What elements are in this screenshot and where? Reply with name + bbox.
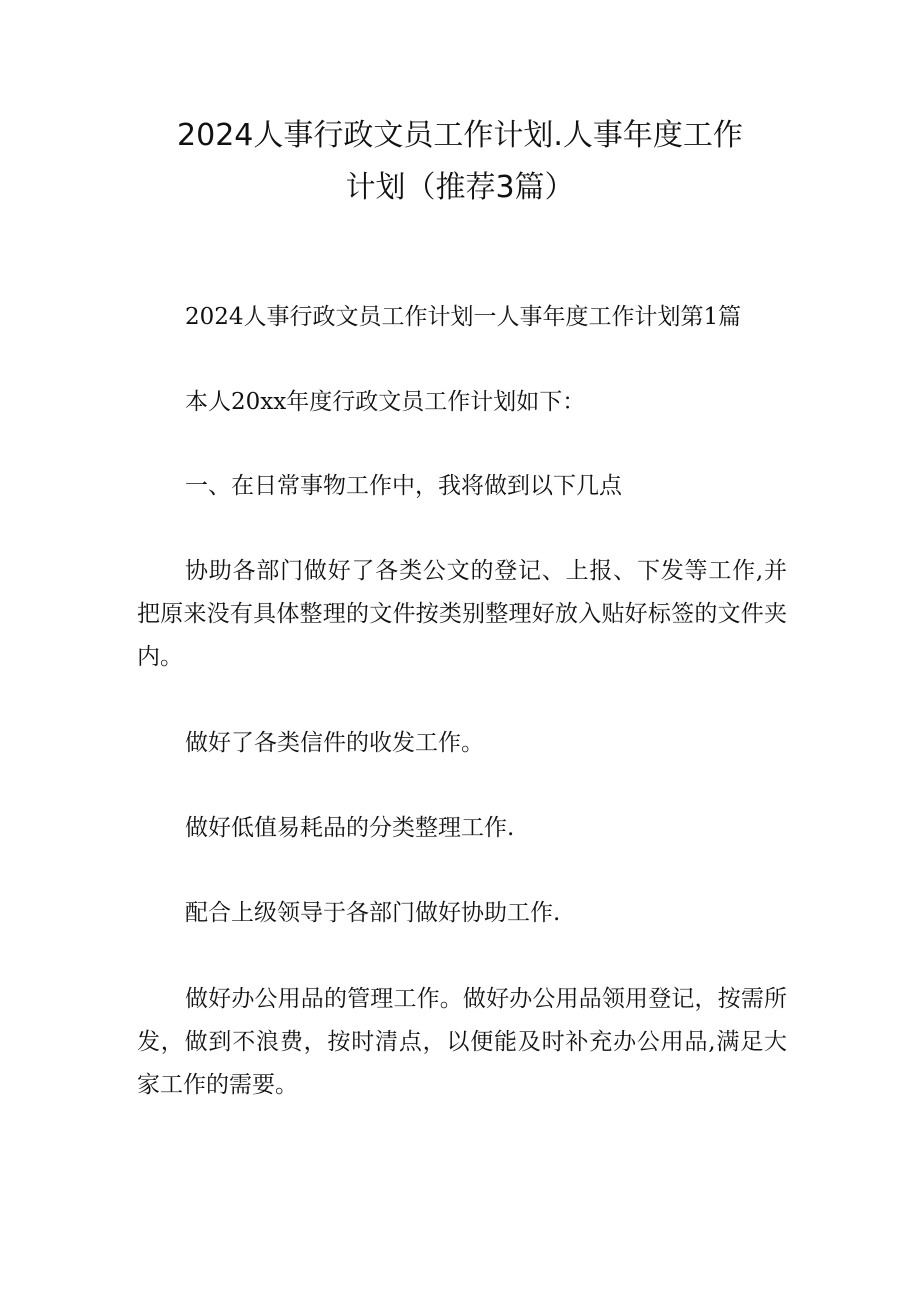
document-title-line-2: 计划（推荐3篇） — [345, 170, 575, 205]
list-heading: 一、在日常事物工作中，我将做到以下几点 — [185, 473, 622, 499]
paragraph-office-supplies: 做好办公用品的管理工作。做好办公用品领用登记，按需所发，做到不浪费，按时清点，以便能及时补充办公用品,满足大家工作的需要。 — [137, 986, 787, 1098]
section-heading: 2024人事行政文员工作计划一人事年度工作计划第1篇 — [185, 304, 742, 330]
paragraph-mail: 做好了各类信件的收发工作。 — [185, 730, 484, 756]
paragraph-documents: 协助各部门做好了各类公文的登记、上报、下发等工作,并把原来没有具体整理的文件按类别整理好放入贴好标签的文件夹内。 — [137, 558, 787, 670]
document-title-line-1: 2024人事行政文员工作计划.人事年度工作 — [177, 118, 743, 153]
intro-paragraph: 本人20xx年度行政文员工作计划如下： — [185, 389, 586, 415]
paragraph-assist: 配合上级领导于各部门做好协助工作. — [185, 900, 561, 926]
paragraph-consumables: 做好低值易耗品的分类整理工作. — [185, 815, 515, 841]
